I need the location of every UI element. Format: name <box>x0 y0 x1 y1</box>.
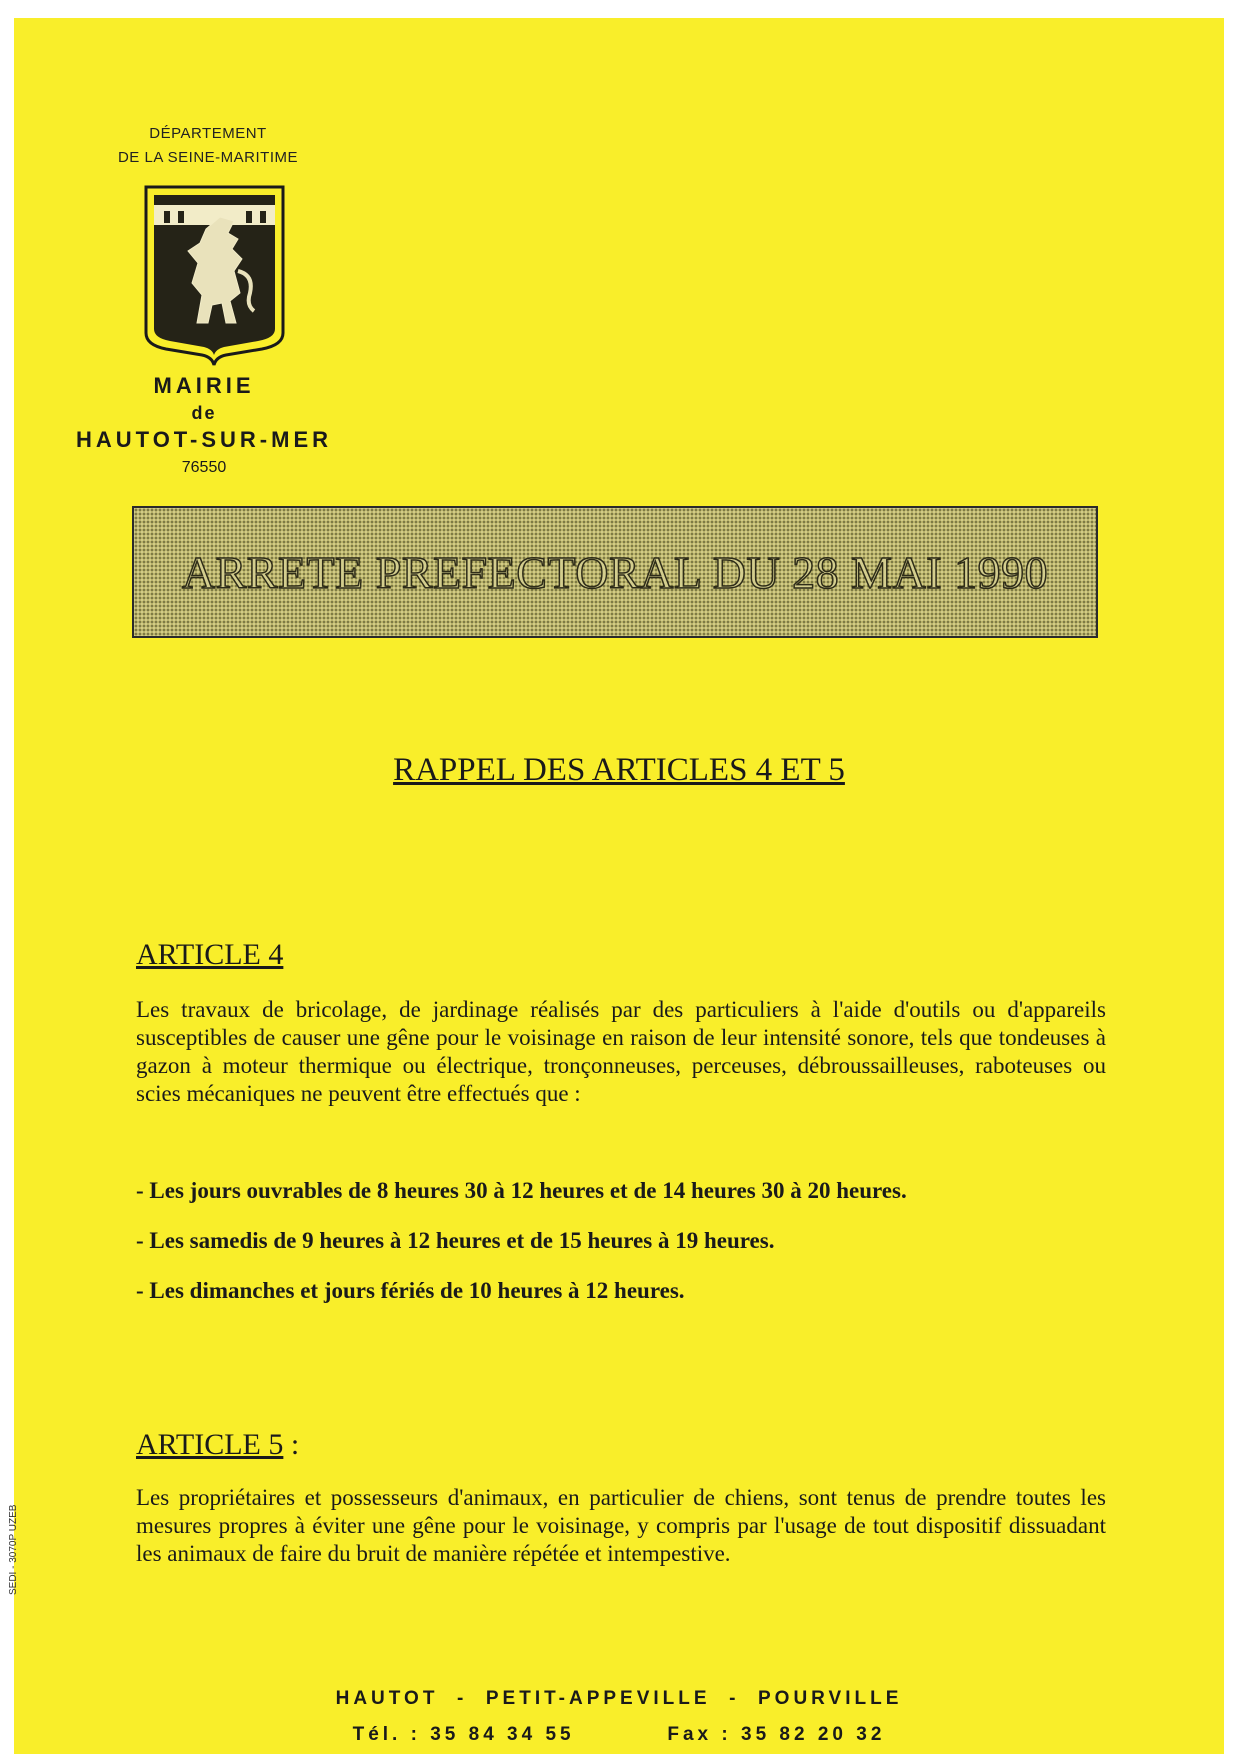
schedule-sundays: - Les dimanches et jours fériés de 10 heures à 12 heures. <box>136 1278 685 1303</box>
article-4-heading <box>136 938 283 972</box>
article-5-suffix: : <box>283 1428 300 1461</box>
title-banner <box>132 506 1098 638</box>
article-4-body: Les travaux de bricolage, de jardinage réalisés par des particuliers à l'aide d'outils ou d'appareils susceptibles de causer une gêne pour le voisinage en raison de leur intensité sonore, tels que tondeuses à gazon à moteur thermique ou électrique, tronçonneuses, perceuses, débroussailleuses, raboteuses ou scies mécaniques ne peuvent être effectués que : <box>136 997 1106 1106</box>
print-reference: SEDI - 3070P UZEB <box>8 1504 19 1595</box>
document-page <box>14 18 1224 1754</box>
article-5-heading <box>136 1428 299 1462</box>
mairie-label: MAIRIE <box>153 373 255 398</box>
postcode: 76550 <box>181 459 227 476</box>
commune-name: HAUTOT-SUR-MER <box>75 427 333 452</box>
article-5-title: ARTICLE 5 <box>136 1428 284 1461</box>
footer-places: HAUTOT - PETIT-APPEVILLE - POURVILLE <box>335 1688 903 1709</box>
article-4-title: ARTICLE 4 <box>136 938 284 971</box>
mairie-block <box>64 370 344 480</box>
schedule-saturdays: - Les samedis de 9 heures à 12 heures et de 15 heures à 19 heures. <box>136 1228 775 1253</box>
article-5-body: Les propriétaires et possesseurs d'animaux, en particulier de chiens, sont tenus de prendre toutes les mesures propres à éviter une gêne pour le voisinage, y compris par l'usage de tout dispositif dissuadant les animaux de faire du bruit de manière répétée et intempestive. <box>136 1485 1106 1566</box>
department-line-1: DÉPARTEMENT <box>149 125 267 142</box>
subtitle: RAPPEL DES ARTICLES 4 ET 5 <box>393 752 845 788</box>
coat-of-arms-icon <box>142 183 287 368</box>
department-block <box>108 122 308 170</box>
department-line-2: DE LA SEINE-MARITIME <box>117 149 299 166</box>
mairie-de: de <box>191 403 217 423</box>
footer-contact-partial: Tél. : 35 84 34 55 Fax : 35 82 20 32 <box>352 1724 886 1740</box>
schedule-weekdays: - Les jours ouvrables de 8 heures 30 à 12 heures et de 14 heures 30 à 20 heures. <box>136 1178 907 1203</box>
banner-title: ARRETE PREFECTORAL DU 28 MAI 1990 <box>181 546 1049 598</box>
